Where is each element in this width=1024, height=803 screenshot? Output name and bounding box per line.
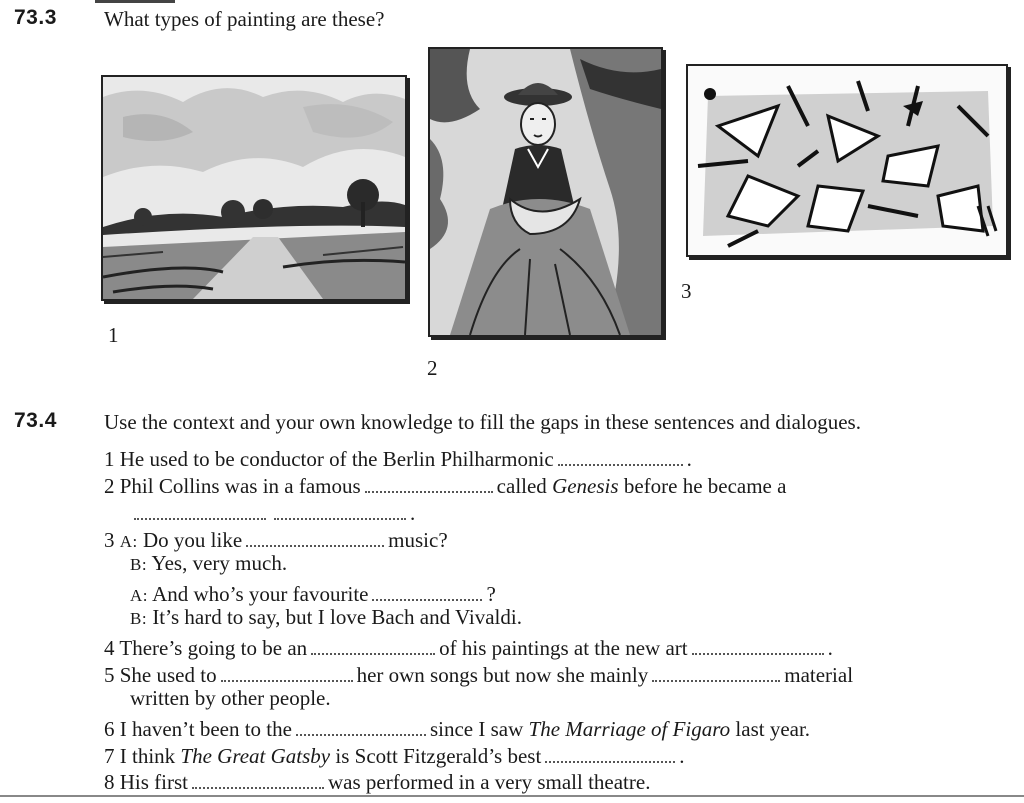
item-text: . (679, 744, 685, 768)
gap-blank[interactable] (192, 766, 324, 789)
item-text: He used to be conductor of the Berlin Philharmonic (119, 447, 554, 471)
item-text: . (686, 447, 692, 471)
painting-1-landscape (101, 75, 407, 301)
item-5-continuation: written by other people. (130, 686, 331, 710)
item-text: is Scott Fitzgerald’s best (335, 744, 542, 768)
gap-blank[interactable] (296, 713, 426, 736)
dialogue-text: Yes, very much. (151, 551, 288, 575)
gap-blank[interactable] (274, 497, 406, 520)
gap-blank[interactable] (221, 659, 353, 682)
exercise-instruction-73-4: Use the context and your own knowledge to fill the gaps in these sentences and dialogues. (104, 410, 861, 434)
book-title: The Great Gatsby (180, 744, 331, 768)
item-number: 7 (104, 744, 115, 768)
dialogue-text: And who’s your favourite (152, 582, 369, 606)
item-2 (104, 470, 786, 499)
item-text: before he became a (623, 474, 787, 498)
item-2-continuation (130, 497, 415, 526)
item-6 (104, 713, 810, 742)
item-3-line-2 (130, 551, 287, 576)
gap-blank[interactable] (692, 632, 824, 655)
top-edge-mark (95, 0, 175, 3)
item-text: . (827, 636, 833, 660)
dialogue-text: It’s hard to say, but I love Bach and Vivaldi. (152, 605, 522, 629)
item-number: 5 (104, 663, 115, 687)
band-name: Genesis (552, 474, 619, 498)
gap-blank[interactable] (372, 578, 482, 601)
gap-blank[interactable] (365, 470, 493, 493)
item-3-line-3 (130, 578, 496, 607)
item-text: I think (119, 744, 176, 768)
exercise-question-73-3: What types of painting are these? (104, 7, 385, 31)
item-4 (104, 632, 833, 661)
speaker-label: A: (130, 586, 148, 605)
bottom-divider (0, 795, 1024, 797)
painting-2-portrait (428, 47, 663, 337)
item-text: called (496, 474, 547, 498)
dialogue-text: ? (486, 582, 496, 606)
item-5 (104, 659, 853, 688)
gap-blank[interactable] (652, 659, 780, 682)
item-3-line-1 (104, 524, 448, 553)
item-text: material (784, 663, 854, 687)
gap-blank[interactable] (545, 740, 675, 763)
gap-blank[interactable] (246, 524, 384, 547)
item-text: I haven’t been to the (119, 717, 292, 741)
item-7 (104, 740, 685, 769)
item-text: His first (119, 770, 188, 794)
opera-title: The Marriage of Figaro (528, 717, 731, 741)
item-text: There’s going to be an (119, 636, 308, 660)
speaker-label: A: (119, 532, 138, 551)
gap-blank[interactable] (134, 497, 266, 520)
painting-label-1: 1 (108, 323, 119, 347)
item-number: 8 (104, 770, 115, 794)
dialogue-text: music? (388, 528, 448, 552)
speaker-label: B: (130, 609, 148, 628)
item-number: 1 (104, 447, 115, 471)
item-text: of his paintings at the new art (439, 636, 688, 660)
item-number: 2 (104, 474, 115, 498)
speaker-label: B: (130, 555, 148, 574)
item-8 (104, 766, 650, 795)
item-text: was performed in a very small theatre. (328, 770, 651, 794)
exercise-number-73-4: 73.4 (14, 409, 57, 432)
painting-label-3: 3 (681, 279, 692, 303)
painting-3-abstract (686, 64, 1008, 257)
item-3-line-4 (130, 605, 522, 630)
exercise-number-73-3: 73.3 (14, 6, 57, 29)
item-number: 3 (104, 528, 115, 552)
item-1 (104, 443, 692, 472)
item-text: her own songs but now she mainly (356, 663, 649, 687)
item-text: since I saw (429, 717, 524, 741)
item-text: Phil Collins was in a famous (119, 474, 361, 498)
item-text: last year. (735, 717, 811, 741)
item-text: . (410, 501, 416, 525)
item-number: 4 (104, 636, 115, 660)
dialogue-text: Do you like (143, 528, 243, 552)
painting-label-2: 2 (427, 356, 438, 380)
item-number: 6 (104, 717, 115, 741)
gap-blank[interactable] (311, 632, 435, 655)
gap-blank[interactable] (558, 443, 683, 466)
item-text: She used to (119, 663, 217, 687)
